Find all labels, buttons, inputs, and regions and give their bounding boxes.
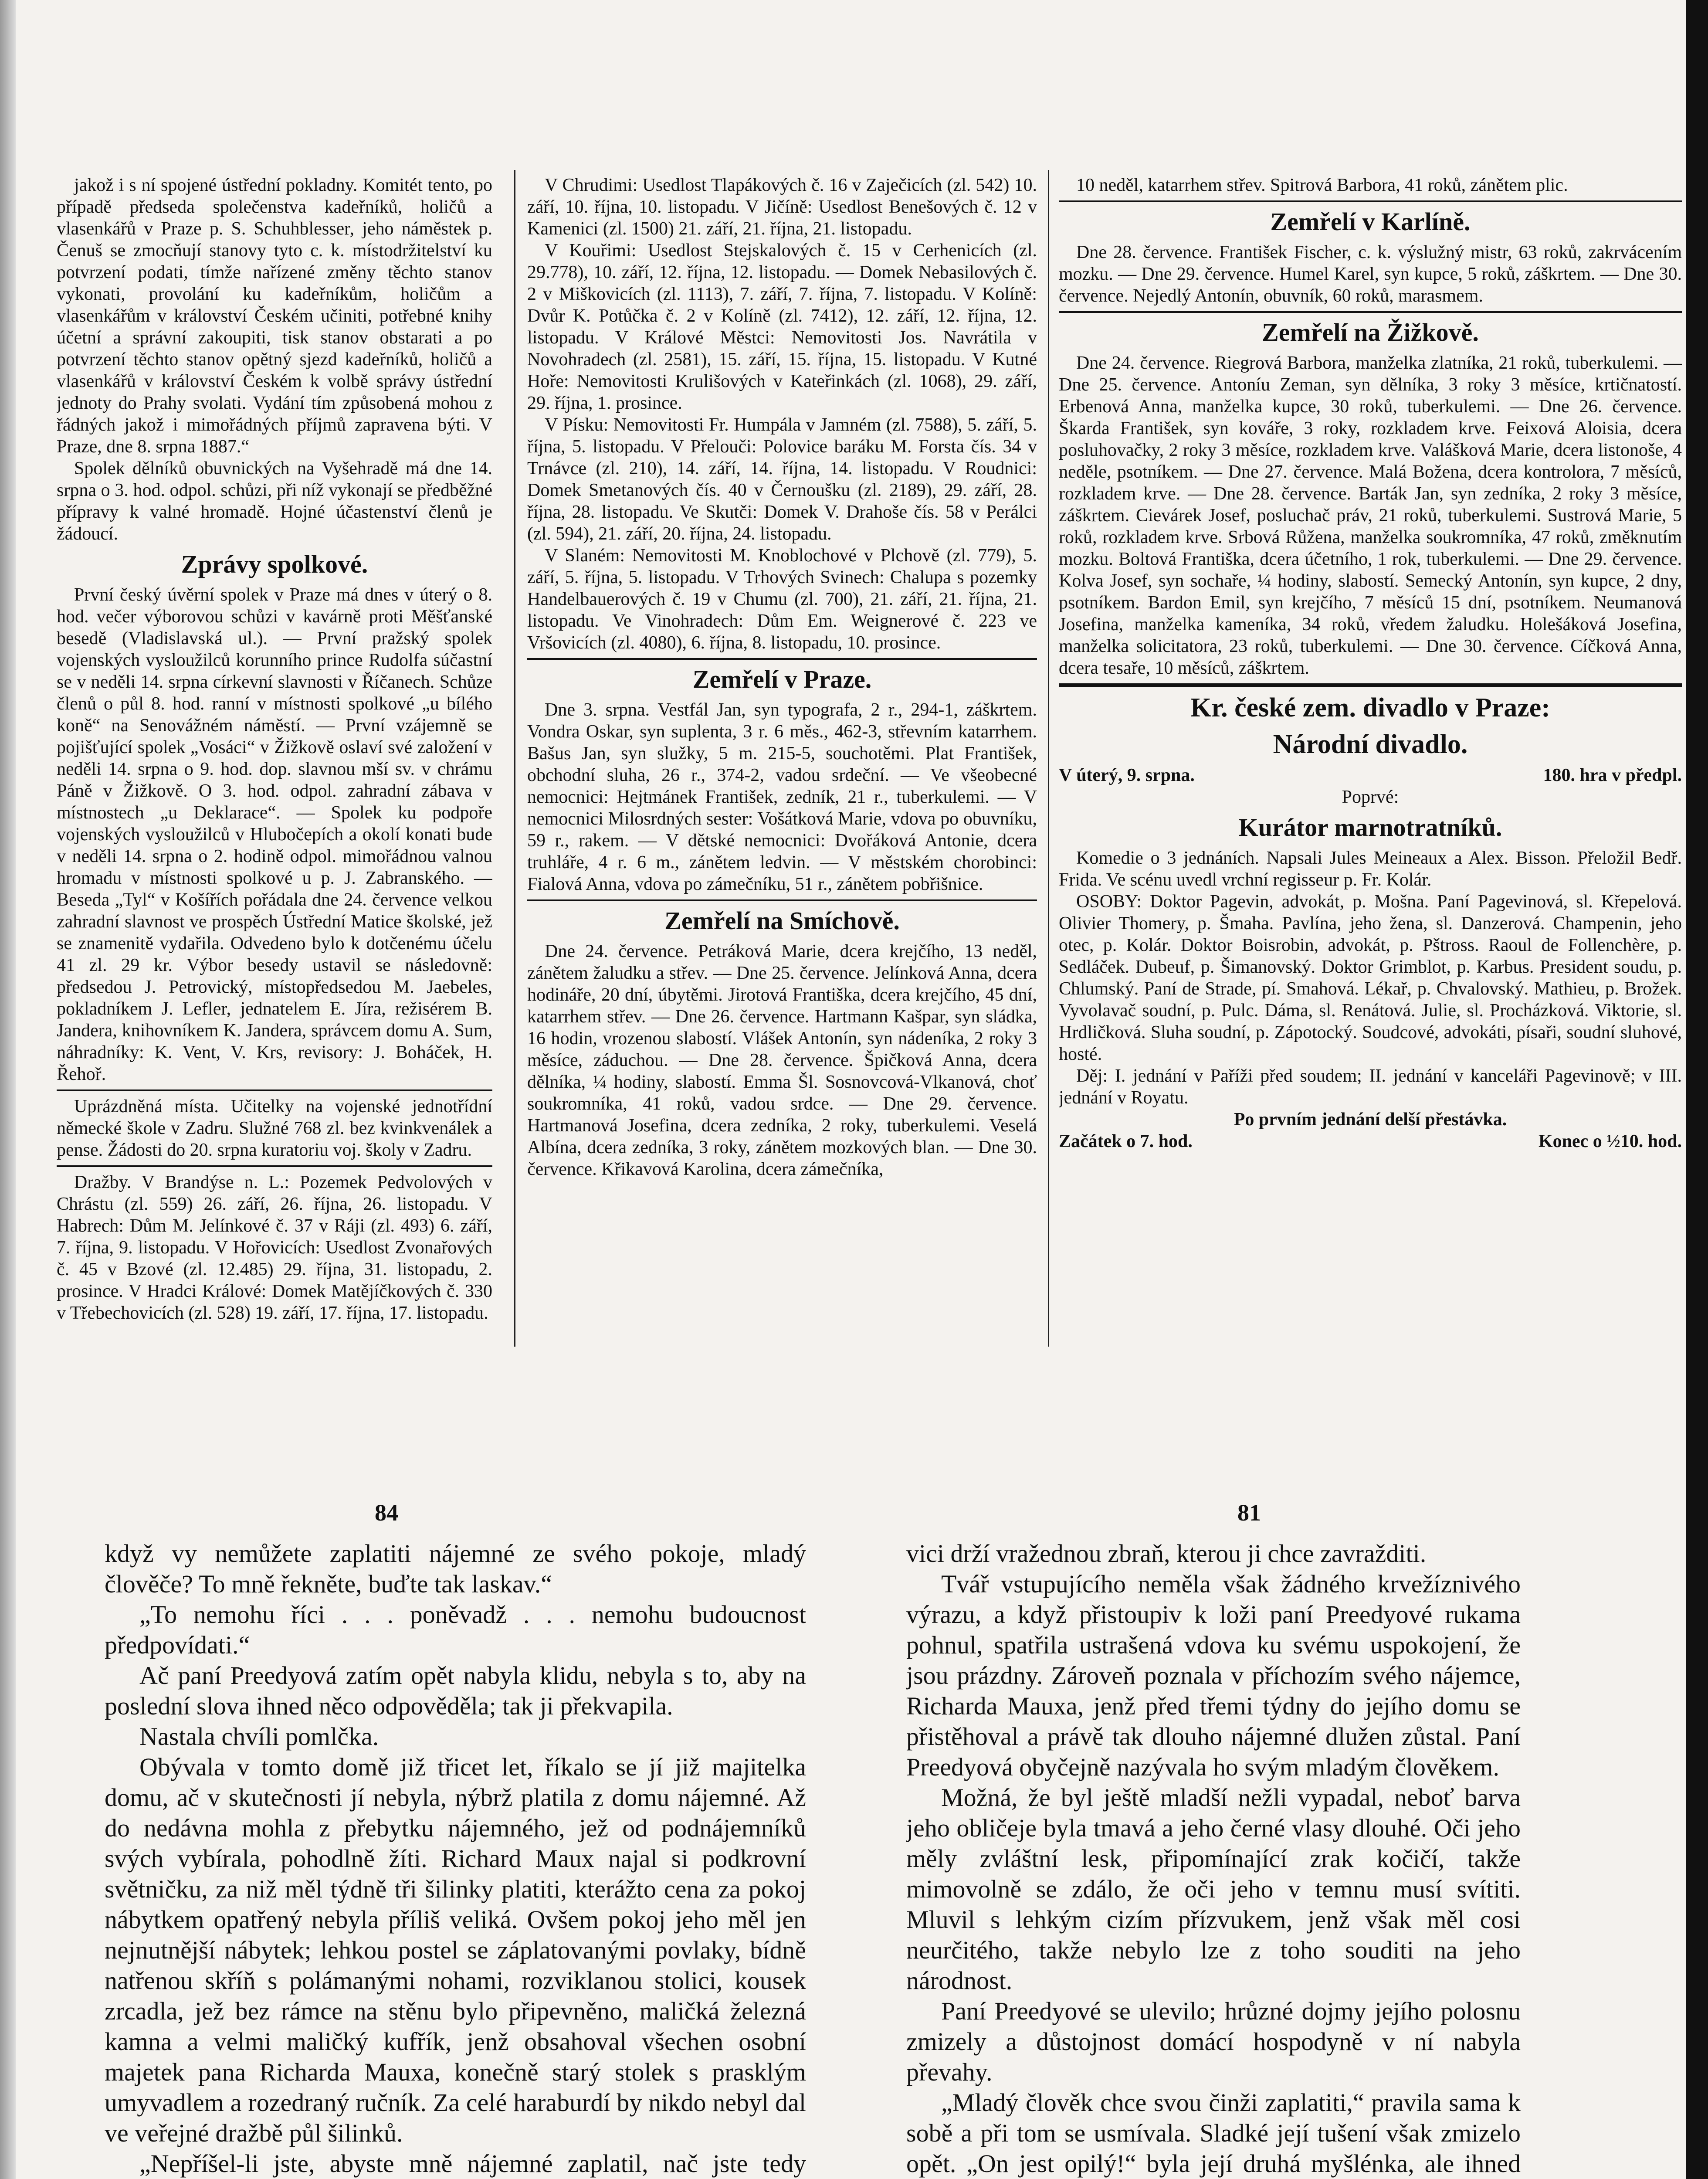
play-credits: Komedie o 3 jednáních. Napsali Jules Meineaux a Alex. Bisson. Přeložil Bedř. Frida. Ve scénu uvedl vrchní regisseur p. Fr. Kolár.	[1059, 848, 1682, 890]
column-1	[57, 174, 492, 1351]
novel-page-left	[105, 1538, 806, 2179]
section-rule	[1059, 200, 1682, 202]
article-text: Dne 28. července. František Fischer, c. k. výslužný mistr, 63 roků, zakrvácením mozku. — Dne 29. července. Humel Karel, syn kupce, 5 roků, záškrtem. — Dne 30. července. Nejedlý Antonín, obuvník, 60 roků, marasmem.	[1059, 242, 1682, 306]
scan-border	[1686, 0, 1708, 2179]
article-text: jakož i s ní spojené ústřední pokladny. Komitét tento, po případě předseda společenstva kadeřníků, holičů a vlasenkářů v Praze p. S. Schuhblesser, jeho náměstek p. Čenuš se zmocňují stanovy tyto c. k. místodržitelství ku potvrzení podati, tímže nařízené změny těchto stanov vykonati, provolání ku kadeřníkům, holičům a vlasenkářům v království Českém učiniti, potřebné knihy účetní a správní zakoupiti, tisk stanov obstarati a po potvrzení těchto stanov opětný sjezd kadeřníků, holičů a vlasenkářů v království Českém k volbě správy ústřední jednoty do Prahy svolati. Vydání tím způsobená mohou z řádných jakož i mimořádných příjmů zapravena býti. V Praze, dne 8. srpna 1887.“	[57, 175, 492, 457]
article-text: V Chrudimi: Usedlost Tlapákových č. 16 v Zaječicích (zl. 542) 10. září, 10. října, 10. listopadu. V Jičíně: Usedlost Benešových č. 12 v Kamenici (zl. 1500) 21. září, 21. října, 21. listopadu.	[527, 175, 1037, 239]
column-rule	[1048, 170, 1049, 1347]
novel-paragraph: Nastala chvíli pomlčka.	[139, 1722, 379, 1751]
article-text: V Slaném: Nemovitosti M. Knoblochové v Plchově (zl. 779), 5. září, 5. října, 5. listopadu. V Trhových Svinech: Chalupa s pozemky Handelbauerových č. 19 v Chumu (zl. 700), 21. září, 21. října, 21. listopadu. Ve Vinohradech: Dům Em. Weignerové č. 223 ve Vršovicích (zl. 4080), 6. října, 8. listopadu, 10. prosince.	[527, 546, 1037, 653]
article-text: Spolek dělníků obuvnických na Vyšehradě má dne 14. srpna o 3. hod. odpol. schůzi, při níž vykonají se předběžné přípravy k valné hromadě. Hojné účastenství členů je žádoucí.	[57, 458, 492, 544]
section-rule	[57, 1090, 492, 1091]
section-rule	[57, 1165, 492, 1167]
premiere-label: Poprvé:	[1342, 787, 1399, 807]
column-2	[527, 174, 1037, 1351]
novel-paragraph: Ač paní Preedyová zatím opět nabyla klidu, nebyla s to, aby na poslední slova ihned něco odpověděla; tak ji překvapila.	[105, 1661, 806, 1720]
novel-paragraph: vici drží vražednou zbraň, kterou ji chce zavražditi.	[906, 1539, 1427, 1568]
novel-paragraph: „To nemohu říci . . . poněvadž . . . nemohu budoucnost předpovídati.“	[105, 1600, 806, 1659]
article-text: Uprázdněná místa. Učitelky na vojenské jednotřídní německé škole v Zadru. Služné 768 zl. bez kvinkvenálek a pense. Žádosti do 20. srpna kuratoriu voj. školy v Zadru.	[57, 1096, 492, 1160]
play-scene: Děj: I. jednání v Paříži před soudem; II. jednání v kanceláři Pagevinově; v III. jednání v Royatu.	[1059, 1066, 1682, 1108]
performance-date-row	[1059, 764, 1682, 786]
theatre-subtitle: Národní divadlo.	[1273, 730, 1468, 759]
column-3	[1059, 174, 1682, 1351]
binding-edge	[0, 0, 16, 2179]
intermission-note: Po prvním jednání delší přestávka.	[1234, 1110, 1507, 1130]
subscription-number: 180. hra v předpl.	[1543, 765, 1682, 785]
novel-paragraph: Obývala v tomto domě již třicet let, říkalo se jí již majitelka domu, ač v skutečnosti jí nebyla, nýbrž platila z domu nájemné. Až do nedávna mohla z přebytku nájemného, jež od podnájemníků svých vybírala, pohodlně žíti. Richard Maux najal si podkrovní světničku, za niž měl týdně tři šilinky platiti, kterážto cena za pokoj nábytkem opatřený nebyla příliš veliká. Ovšem pokoj jeho měl jen nejnutnější nábytek; lehkou postel se záplatovanými povlaky, bídně natřenou skříň s polámanými nohami, rozviklanou stolici, kousek zrcadla, jež bez rámce na stěnu bylo připevněno, maličká železná kamna a velmi maličký kufřík, jenž obsahoval všechen osobní majetek pana Richarda Mauxa, konečně starý stolek s prasklým umyvadlem a rozedraný ručník. Za celé haraburdí by nikdo nebyl dal ve veřejné dražbě půl šilinků.	[105, 1753, 806, 2147]
novel-paragraph: když vy nemůžete zaplatiti nájemné ze svého pokoje, mladý člověče? To mně řekněte, buďte tak laskav.“	[105, 1539, 806, 1598]
article-text: Dne 24. července. Riegrová Barbora, manželka zlatníka, 21 roků, tuberkulemi. — Dne 25. července. Antoníu Zeman, syn dělníka, 3 roky 3 měsíce, krtičnatostí. Erbenová Anna, manželka kupce, 30 roků, tuberkulemi. — Dne 26. července. Škarda František, syn kováře, 3 roky, rozkladem krve. Feixová Aloisia, dcera posluhovačky, 2 roky 3 měsíce, rozkladem krve. Valášková Marie, dcera listonoše, 4 neděle, psotníkem. — Dne 27. července. Malá Božena, dcera kontrolora, 7 měsíců, rozkladem krve. — Dne 28. července. Barták Jan, syn zedníka, 2 roky 3 měsíce, záškrtem. Cievárek Josef, posluchač práv, 21 roků, tuberkulemi. Sustrová Marie, 5 roků, rozkladem krve. Srbová Růžena, manželka soukromníka, 47 roků, změknutím mozku. Boltová Františka, dcera účetního, 1 rok, tuberkulemi. — Dne 29. července. Kolva Josef, syn sochaře, ¼ hodiny, slabostí. Semecký Antonín, syn kupce, 2 dny, psotníkem. Bardon Emil, syn krejčího, 7 měsíců 15 dní, psotníkem. Neumanová Josefina, manželka kameníka, 34 roků, vředem žaludku. Holešáková Josefina, manželka solicitatora, 23 roků, tuberkulemi. — Dne 30. července. Cíčková Anna, dcera tesaře, 10 měsíců, záškrtem.	[1059, 353, 1682, 678]
section-rule	[527, 658, 1037, 660]
novel-paragraph: „Nepříšel-li jste, abyste mně nájemné zaplatil, nač jste tedy	[139, 2149, 806, 2178]
novel-paragraph: Tvář vstupujícího neměla však žádného krvežíznivého výrazu, a když přistoupiv k loži paní Preedyové rukama pohnul, spatřila ustrašená vdova ku svému uspokojení, že jsou prázdny. Zároveň poznala v příchozím svého nájemce, Richarda Mauxa, jenž před třemi týdny do jejího domu se přistěhoval a právě tak dlouho nájemné dlužen zůstal. Paní Preedyová obyčejně nazývala ho svým mladým člověkem.	[906, 1570, 1521, 1781]
article-text: 10 neděl, katarrhem střev. Spitrová Barbora, 41 roků, zánětem plic.	[1076, 175, 1568, 195]
start-time: Začátek o 7. hod.	[1059, 1131, 1193, 1151]
article-text: Dražby. V Brandýse n. L.: Pozemek Pedvolových v Chrástu (zl. 559) 26. září, 26. října, 26. listopadu. V Habrech: Dům M. Jelínkové č. 37 v Ráji (zl. 493) 6. září, 7. října, 9. listopadu. V Hořovicích: Usedlost Zvonařových č. 45 v Bzové (zl. 12.485) 29. října, 31. listopadu, 2. prosince. V Hradci Králové: Domek Matějíčkových č. 330 v Třebechovicích (zl. 528) 19. září, 17. října, 17. listopadu.	[57, 1172, 492, 1323]
section-heading: Zemřelí v Praze.	[692, 665, 872, 693]
end-time: Konec o ½10. hod.	[1538, 1131, 1682, 1151]
article-text: Dne 3. srpna. Vestfál Jan, syn typografa, 2 r., 294-1, záškrtem. Vondra Oskar, syn suplenta, 3 r. 6 měs., 462-3, střevním katarrhem. Bašus Jan, syn služky, 5 m. 215-5, souchotěmi. Plat František, obchodní sluha, 26 r., 374-2, vadou srdeční. — Ve všeobecné nemocnici: Hejtmánek František, zedník, 21 r., tuberkulemi. — V nemocnici Milosrdných sester: Vošátková Marie, vdova po obuvníku, 59 r., rakem. — V dětské nemocnici: Dvořáková Antonie, dcera truhláře, 4 r. 6 m., zánětem ledvin. — V městském chorobinci: Fialová Anna, vdova po zámečníku, 51 r., zánětem pobřišnice.	[527, 700, 1037, 894]
theatre-title: Kr. české zem. divadlo v Praze:	[1190, 693, 1550, 723]
section-rule	[527, 899, 1037, 901]
section-heading: Zemřelí na Žižkově.	[1262, 318, 1479, 346]
page-number-right: 81	[1237, 1500, 1261, 1526]
play-cast: OSOBY: Doktor Pagevin, advokát, p. Mošna. Paní Pagevinová, sl. Křepelová. Olivier Thomery, p. Šmaha. Pavlína, jeho žena, sl. Danzerová. Champenin, jeho otec, p. Kolár. Doktor Boisrobin, advokát, p. Pštross. Raoul de Follenchère, p. Sedláček. Dubeuf, p. Šimanovský. Doktor Grimblot, p. Karbus. President soudu, p. Chlumský. Paní de Strade, pí. Smahová. Lékař, p. Chvalovský. Mathieu, p. Brožek. Vyvolavač soudní, p. Pulc. Dáma, sl. Renátová. Julie, sl. Procházková. Viktorie, sl. Hrdličková. Sluha soudní, p. Zápotocký. Soudcové, advokáti, písaři, soudní sluhové, hosté.	[1059, 892, 1682, 1064]
times-row	[1059, 1130, 1682, 1152]
novel-page-right	[906, 1538, 1521, 2179]
section-heading: Zemřelí na Smíchově.	[664, 906, 900, 935]
play-title: Kurátor marnotratníků.	[1238, 813, 1502, 842]
section-heading: Zemřelí v Karlíně.	[1270, 207, 1471, 236]
article-text: Dne 24. července. Petráková Marie, dcera krejčího, 13 neděl, zánětem žaludku a střev. — Dne 25. července. Jelínková Anna, dcera hodináře, 20 dní, úbytěmi. Jirotová Františka, dcera krejčího, 45 dní, katarrhem střev. — Dne 26. července. Hartmann Kašpar, syn sládka, 16 hodin, vrozenou slabostí. Vlášek Antonín, syn nádeníka, 2 roky 3 měsíce, záduchou. — Dne 28. července. Špičková Anna, dcera dělníka, ¼ hodiny, slabostí. Emma Šl. Sosnovcová-Vlkanová, choť soukromníka, 41 roků, vadou srdce. — Dne 29. července. Hartmanová Josefina, dcera zedníka, 2 roky, tuberkulemi. Veselá Albína, dcera zedníka, 3 roky, zánětem mozkových blan. — Dne 30. července. Křikavová Karolina, dcera zámečníka,	[527, 941, 1037, 1179]
article-text: V Písku: Nemovitosti Fr. Humpála v Jamném (zl. 7588), 5. září, 5. října, 5. listopadu. V Přelouči: Polovice baráku M. Forsta čís. 34 v Trnávce (zl. 210), 14. září, 14. října, 14. listopadu. V Roudnici: Domek Smetanových čís. 40 v Černoušku (zl. 2189), 29. září, 28. října, 28. listopadu. Ve Skutči: Domek V. Drahoše čís. 58 v Perálci (zl. 594), 21. září, 20. října, 24. listopadu.	[527, 415, 1037, 544]
column-rule	[514, 170, 515, 1347]
novel-paragraph: Paní Preedyové se ulevilo; hrůzné dojmy jejího polosnu zmizely a důstojnost domácí hospodyně v ní nabyla převahy.	[906, 1997, 1521, 2086]
article-text: V Kouřimi: Usedlost Stejskalových č. 15 v Cerhenicích (zl. 29.778), 10. září, 12. října, 12. listopadu. — Domek Nebasilových č. 2 v Miškovicích (zl. 1113), 7. září, 7. října, 7. listopadu. V Kolíně: Dvůr K. Potůčka č. 2 v Kolíně (zl. 7412), 12. září, 12. října, 12. listopadu. V Králové Městci: Nemovitosti Jos. Navrátila v Novohradech (zl. 2581), 15. září, 15. října, 15. listopadu. V Kutné Hoře: Nemovitosti Krulišových v Kateřinkách (zl. 1068), 29. září, 29. října, 1. prosince.	[527, 241, 1037, 413]
page-number-left: 84	[375, 1500, 398, 1526]
novel-paragraph: „Mladý člověk chce svou činži zaplatiti,“ pravila sama k sobě a při tom se usmívala. Sladké její tušení však zmizelo opět. „On jest opilý!“ byla její druhá myšlénka, ale ihned	[906, 2088, 1521, 2178]
section-heading: Zprávy spolkové.	[181, 550, 368, 578]
novel-paragraph: Možná, že byl ještě mladší nežli vypadal, neboť barva jeho obličeje byla tmavá a jeho černé vlasy dlouhé. Oči jeho měly zvláštní lesk, připomínající zrak kočičí, takže mimovolně se zdálo, že oči jeho v temnu musí svítiti. Mluvil s lehkým cizím přízvukem, jenž však měl cosi neurčitého, takže nebylo lze z toho souditi na jeho národnost.	[906, 1783, 1521, 1995]
section-rule	[1059, 311, 1682, 313]
section-rule	[1059, 683, 1682, 687]
performance-date: V úterý, 9. srpna.	[1059, 765, 1195, 785]
article-text: První český úvěrní spolek v Praze má dnes v úterý o 8. hod. večer výborovou schůzi v kavárně proti Měšťanské besedě (Vladislavská ul.). — První pražský spolek vojenských vysloužilců korunního prince Rudolfa súčastní se v neděli 14. srpna církevní slavnosti v Říčanech. Schůze členů o půl 8. hod. ranní v místnosti spolkové „u bílého koně“ na Senovážném náměstí. — První vzájemně se pojišťující spolek „Vosáci“ v Žižkově oslaví své založení v neděli 14. srpna o 9. hod. dop. slavnou mší sv. v chrámu Páně v Žižkově. O 3. hod. odpol. zahradní zábava v místnostech „u Deklarace“. — Spolek ku podpoře vojenských vysloužilců v Hlubočepích a okolí konati bude v neděli 14. srpna o 2. hodině odpol. mimořádnou valnou hromadu v místnosti spolkové u p. J. Zabranského. — Beseda „Tyl“ v Košířích pořádala dne 24. července velkou zahradní slavnost ve prospěch Ústřední Matice školské, jež se znamenitě vydařila. Odvedeno bylo k dotčenému účelu 41 zl. 29 kr. Výbor besedy ustavil se následovně: předsedou J. Petrovický, místopředsedou M. Jaebeles, pokladníkem J. Lefler, jednatelem E. Jíra, režisérem B. Jandera, knihovníkem K. Jandera, správcem domu A. Sum, náhradníky: K. Vent, V. Krs, revisory: J. Boháček, H. Řehoř.	[57, 585, 492, 1084]
